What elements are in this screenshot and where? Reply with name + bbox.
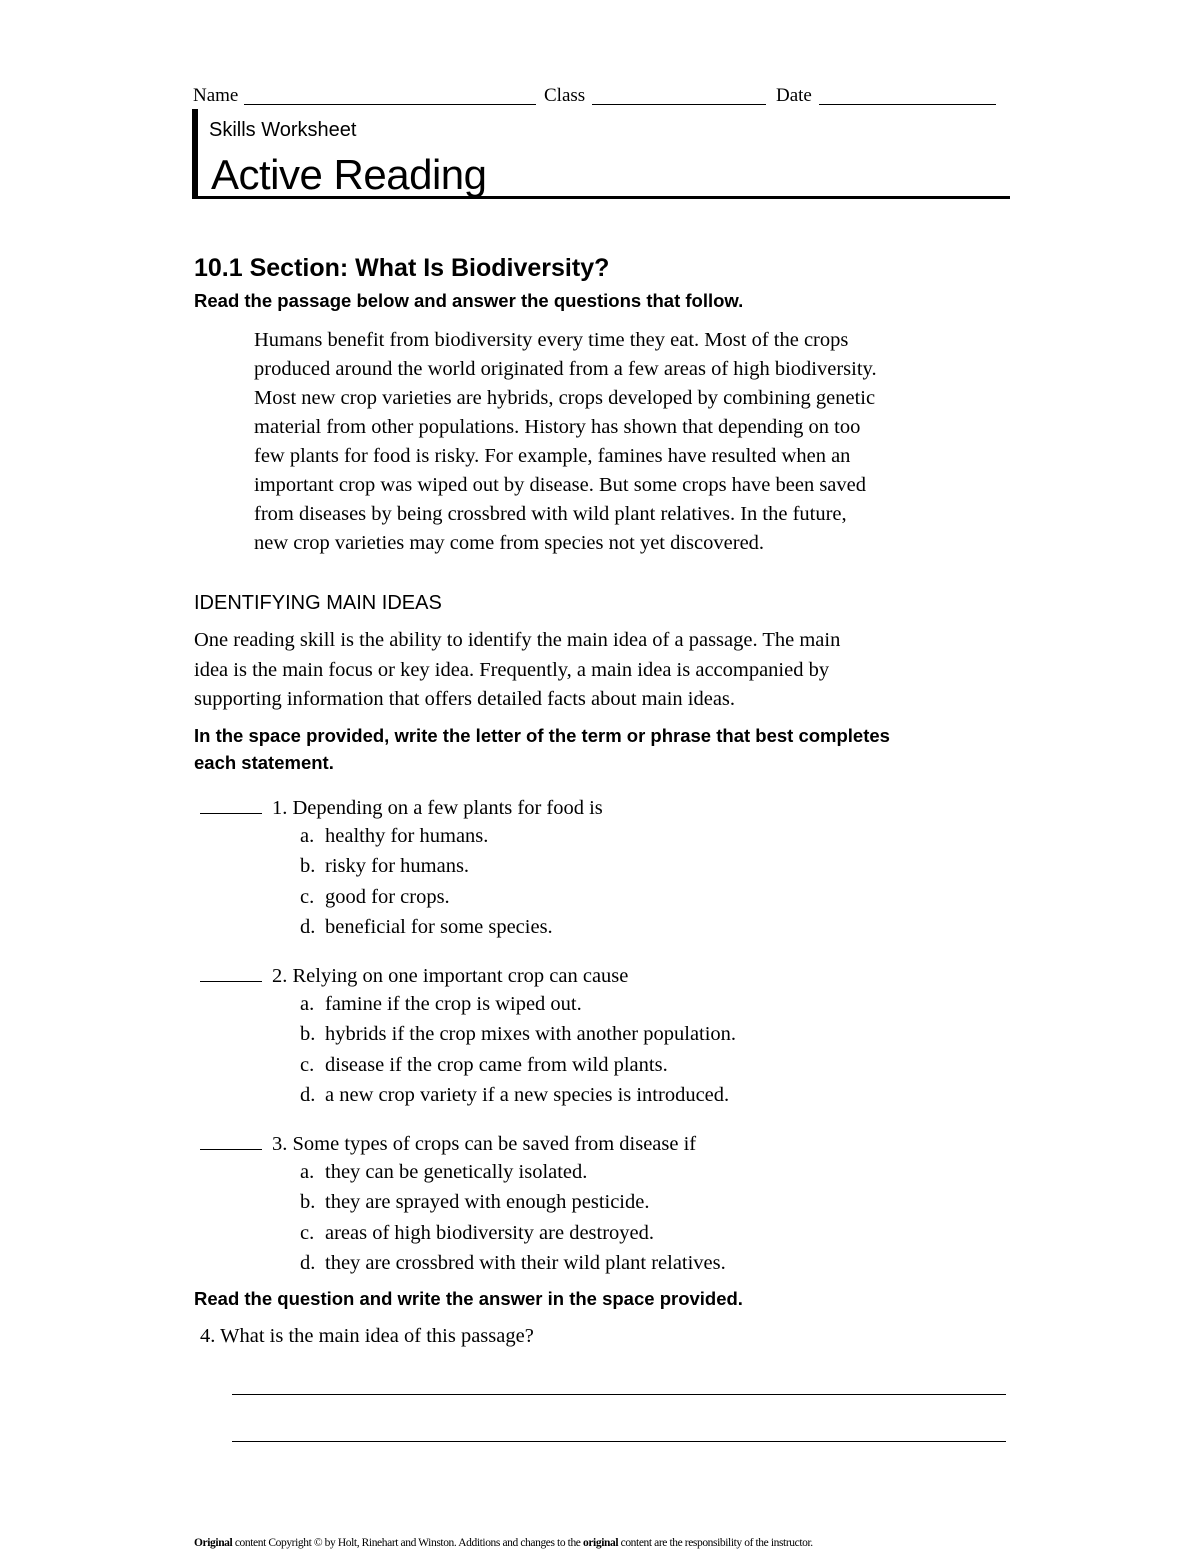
option-text: risky for humans. xyxy=(325,855,470,878)
option-letter: c. xyxy=(300,1221,315,1244)
passage-line: produced around the world originated from a few areas of high biodiversity. xyxy=(254,358,877,380)
option-text: good for crops. xyxy=(325,885,450,908)
footer-text-1: content Copyright © by Holt, Rinehart and Winston. Additions and changes to the xyxy=(232,1537,583,1549)
question-number: 1. xyxy=(272,797,288,819)
short-answer-instruction: Read the question and write the answer in the space provided. xyxy=(194,1288,743,1309)
option-letter: b. xyxy=(300,1023,316,1046)
option xyxy=(200,1054,1020,1084)
option xyxy=(200,1023,1020,1053)
option-letter: a. xyxy=(300,993,315,1015)
option-text: they are sprayed with enough pesticide. xyxy=(325,1191,650,1214)
option-letter: d. xyxy=(300,1083,316,1106)
passage-line: Most new crop varieties are hybrids, crops developed by combining genetic xyxy=(254,387,876,409)
name-field[interactable] xyxy=(244,104,536,105)
option xyxy=(200,1222,1020,1252)
footer-text-2: content are the responsibility of the instructor. xyxy=(618,1537,813,1549)
reading-passage xyxy=(254,326,1014,558)
option xyxy=(200,1084,1020,1114)
answer-blank-2[interactable] xyxy=(200,963,262,982)
passage-line: Humans benefit from biodiversity every time they eat. Most of the crops xyxy=(254,329,849,351)
answer-blank-1[interactable] xyxy=(200,795,262,814)
question-text: Some types of crops can be saved from disease if xyxy=(292,1133,697,1155)
option-text: famine if the crop is wiped out. xyxy=(325,993,582,1015)
question-2 xyxy=(200,963,1020,1114)
date-label: Date xyxy=(776,85,812,106)
option-letter: c. xyxy=(300,885,315,908)
footer-original-2: original xyxy=(583,1537,619,1549)
question-text: Relying on one important crop can cause xyxy=(292,965,629,987)
option-letter: c. xyxy=(300,1053,315,1076)
option-letter: a. xyxy=(300,825,315,847)
passage-line: new crop varieties may come from species not yet discovered. xyxy=(254,532,765,554)
option xyxy=(200,855,1020,885)
section-title: 10.1 Section: What Is Biodiversity? xyxy=(194,254,610,282)
option-letter: b. xyxy=(300,855,316,878)
copyright-footer xyxy=(194,1537,813,1549)
instruction-line: In the space provided, write the letter of the term or phrase that best completes xyxy=(194,725,890,746)
question-text: Depending on a few plants for food is xyxy=(292,797,603,819)
option xyxy=(200,1161,1020,1191)
main-ideas-line: idea is the main focus or key idea. Frequently, a main idea is accompanied by xyxy=(194,658,830,681)
multiple-choice-instruction xyxy=(194,722,890,776)
option-letter: d. xyxy=(300,1251,316,1274)
answer-line-2[interactable] xyxy=(232,1441,1006,1442)
question-number: 3. xyxy=(272,1133,288,1155)
option-letter: a. xyxy=(300,1161,315,1183)
date-field[interactable] xyxy=(819,104,996,105)
option-text: beneficial for some species. xyxy=(325,915,553,938)
class-field[interactable] xyxy=(592,104,766,105)
option-text: areas of high biodiversity are destroyed. xyxy=(325,1221,655,1244)
question-1 xyxy=(200,795,1020,946)
option xyxy=(200,886,1020,916)
instruction-line: each statement. xyxy=(194,752,334,773)
name-label: Name xyxy=(193,85,239,106)
question-4: 4. What is the main idea of this passage? xyxy=(200,1325,534,1347)
option-text: healthy for humans. xyxy=(325,825,489,847)
option xyxy=(200,916,1020,946)
option xyxy=(200,825,1020,855)
option-text: disease if the crop came from wild plants. xyxy=(325,1053,668,1076)
main-ideas-line: supporting information that offers detailed facts about main ideas. xyxy=(194,688,736,710)
option-text: they can be genetically isolated. xyxy=(325,1161,588,1183)
passage-instruction: Read the passage below and answer the questions that follow. xyxy=(194,290,744,311)
passage-line: from diseases by being crossbred with wild plant relatives. In the future, xyxy=(254,503,847,525)
question-3 xyxy=(200,1131,1020,1282)
footer-original-1: Original xyxy=(194,1537,233,1549)
option xyxy=(200,993,1020,1023)
option-text: hybrids if the crop mixes with another population. xyxy=(325,1023,737,1046)
answer-blank-3[interactable] xyxy=(200,1131,262,1150)
question-number: 2. xyxy=(272,965,288,987)
option-letter: b. xyxy=(300,1191,316,1214)
title-bar-vertical xyxy=(192,109,198,199)
passage-line: important crop was wiped out by disease. But some crops have been saved xyxy=(254,474,866,496)
option-text: they are crossbred with their wild plant relatives. xyxy=(325,1251,726,1274)
main-ideas-text xyxy=(194,626,840,715)
option-text: a new crop variety if a new species is introduced. xyxy=(325,1083,730,1106)
main-ideas-heading: IDENTIFYING MAIN IDEAS xyxy=(194,592,442,614)
worksheet-subtitle: Skills Worksheet xyxy=(209,119,357,141)
passage-line: few plants for food is risky. For example, famines have resulted when an xyxy=(254,445,851,467)
option xyxy=(200,1191,1020,1221)
passage-line: material from other populations. History has shown that depending on too xyxy=(254,416,861,438)
page-title: Active Reading xyxy=(211,151,487,198)
answer-line-1[interactable] xyxy=(232,1394,1006,1395)
option xyxy=(200,1252,1020,1282)
option-letter: d. xyxy=(300,915,316,938)
main-ideas-line: One reading skill is the ability to identify the main idea of a passage. The main xyxy=(194,629,841,651)
class-label: Class xyxy=(544,85,586,106)
